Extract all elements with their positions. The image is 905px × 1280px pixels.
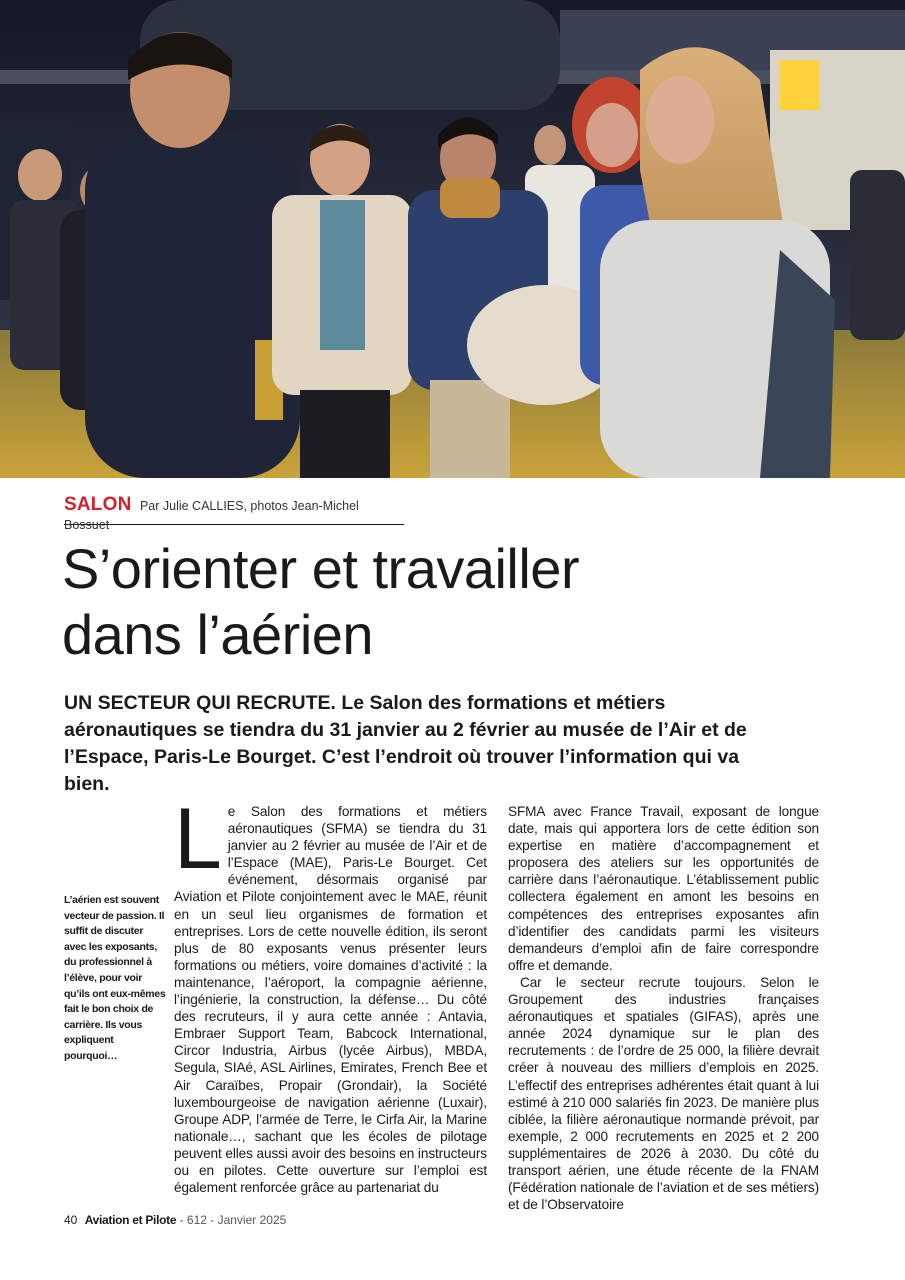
lede-text: Le Salon des formations et métiers aéronautiques se tiendra du 31 janvier au 2 février au musée de l’Air et de l’Espace, Paris-Le Bourget. C’est l’endroit où trouver l’information qui va bien.: [64, 692, 747, 795]
photo-icon: [0, 0, 905, 478]
body-paragraph: SFMA avec France Travail, exposant de longue date, mais qui apportera lors de cette édition son expertise en matière d’accompagnement et proposera des ateliers sur les opportunités de carrière dans l’aéronautique. L’établissement public collectera également en amont les besoins en compétences des entreprises exposantes afin d’identifier des candidats parmi les visiteurs demandeurs d’emploi afin de faire correspondre offre et demande.: [508, 804, 819, 973]
article-title: [62, 536, 882, 668]
dropcap: L: [174, 791, 222, 887]
photo-caption: L’aérien est souvent vecteur de passion. Il suffit de discuter avec les exposants, du professionnel à l’élève, pour voir qu’ils ont eux-mêmes fait le bon choix de carrière. Ils vous expliquent pourquoi…: [64, 894, 166, 1062]
hero-photo: [0, 0, 905, 478]
body-paragraph: e Salon des formations et métiers aéronautiques (SFMA) se tiendra du 31 janvier au 2 février au musée de l’Air et de l’Espace (MAE), Paris-Le Bourget. Cet événement, désormais organisé par Aviation et Pilote conjointement avec le MAE, réunit en un seul lieu organismes de formation et entreprises. Lors de cette nouvelle édition, ils seront plus de 80 exposants venus présenter leurs formations ou métiers, voire domaines d’activité : la maintenance, l’aéroport, la compagnie aérienne, l’ingénierie, la construction, la défense… Du côté des recruteurs, il y aura cette année : Antavia, Embraer Support Team, Babcock International, Circor Industria, Airbus (lycée Airbus), MBDA, Segula, SIAé, ASL Airlines, Emirates, French Bee et Air Caraïbes, Propair (Grondair), la Société luxembourgeoise de navigation aérienne (Luxair), Groupe ADP, l’armée de Terre, le Cirfa Air, la Marine nationale…, sachant que les écoles de pilotage peuvent elles aussi avoir des besoins en instructeurs ou en pilotes. Cette ouverture sur l’emploi est également renforcée grâce au partenariat du: [174, 804, 487, 1196]
magazine-name: Aviation et Pilote: [84, 1213, 177, 1227]
byline: Par Julie CALLIES, photos Jean-Michel Bossuet: [64, 499, 359, 532]
page-number: 40: [64, 1213, 78, 1227]
rubric: [64, 494, 404, 532]
body-paragraph: Car le secteur recrute toujours. Selon le Groupement des industries françaises aéronautiques et spatiales (GIFAS), après une année 2024 dynamique sur le plan des recrutements : de l’ordre de 25 000, la filière devrait créer à nouveau des milliers d’emplois en 2025. L’effectif des entreprises adhérentes était quant à lui estimé à 210 000 salariés fin 2023. De manière plus ciblée, la filière aéronautique normande prévoit, par exemple, 2 000 recrutements en 2025 et 2 200 supplémentaires de 2026 à 2030. Du côté du transport aérien, une étude récente de la FNAM (Fédération nationale de l’aviation et de ses métiers) et de l’Observatoire: [508, 974, 819, 1213]
title-line-2: dans l’aérien: [62, 603, 374, 666]
section-tag: SALON: [64, 494, 132, 515]
lede: [64, 690, 784, 798]
title-line-1: S’orienter et travailler: [62, 537, 580, 600]
issue-info: - 612 - Janvier 2025: [179, 1213, 287, 1227]
lede-kicker: UN SECTEUR QUI RECRUTE.: [64, 692, 336, 714]
body-column-1: [174, 791, 487, 1196]
body-column-2: [508, 803, 819, 1213]
page-footer: [64, 1213, 286, 1227]
